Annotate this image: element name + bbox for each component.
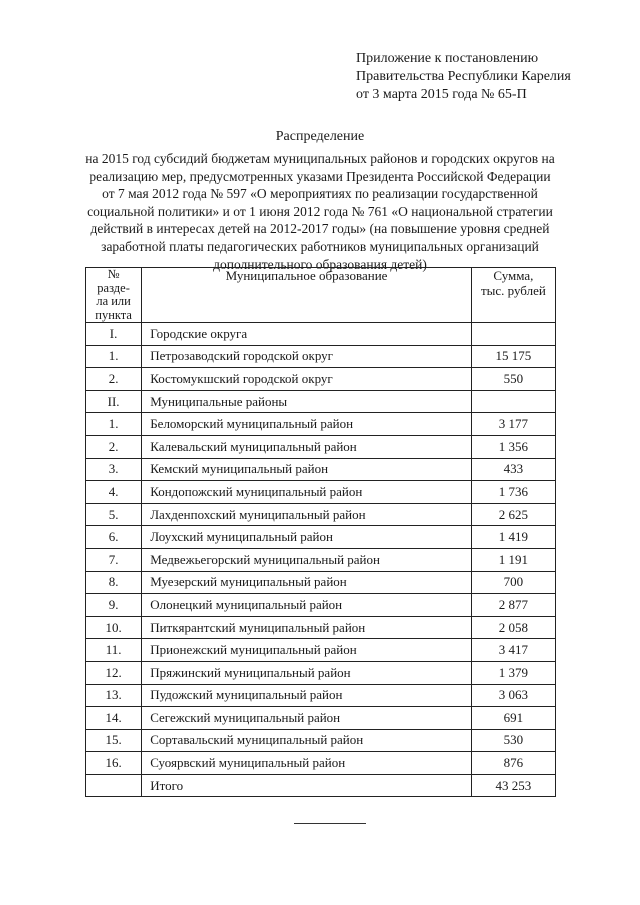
document-subtitle — [80, 150, 560, 273]
subtitle-line: социальной политики» и от 1 июня 2012 года № 761 «О национальной стратегии — [87, 203, 553, 219]
table-row — [86, 323, 556, 346]
row-municipality: Пряжинский муниципальный район — [142, 661, 472, 684]
row-sum — [471, 323, 555, 346]
table-row — [86, 345, 556, 368]
header-municipality: Муниципальное образование — [142, 268, 472, 323]
row-number: 11. — [86, 639, 142, 662]
subtitle-line: действий в интересах детей на 2012-2017 годы» (на повышение уровня средней — [90, 221, 550, 237]
row-sum: 433 — [471, 458, 555, 481]
row-sum: 700 — [471, 571, 555, 594]
table-row — [86, 707, 556, 730]
row-municipality: Питкярантский муниципальный район — [142, 616, 472, 639]
row-sum: 1 736 — [471, 481, 555, 504]
header-sum-line: тыс. рублей — [480, 283, 546, 298]
row-number: 7. — [86, 548, 142, 571]
row-municipality: Кондопожский муниципальный район — [142, 481, 472, 504]
table-row — [86, 729, 556, 752]
row-sum: 3 417 — [471, 639, 555, 662]
header-sum-line: Сумма, — [493, 268, 534, 283]
row-number: 4. — [86, 481, 142, 504]
header-number-line: № — [107, 267, 120, 281]
row-number: 13. — [86, 684, 142, 707]
row-municipality: Прионежский муниципальный район — [142, 639, 472, 662]
header-number — [86, 268, 142, 323]
row-sum: 550 — [471, 368, 555, 391]
row-sum: 2 058 — [471, 616, 555, 639]
row-municipality: Пудожский муниципальный район — [142, 684, 472, 707]
row-number: 2. — [86, 435, 142, 458]
subtitle-line: от 7 мая 2012 года № 597 «О мероприятиях по реализации государственной — [102, 186, 538, 202]
row-number: 14. — [86, 707, 142, 730]
table-row — [86, 571, 556, 594]
row-municipality: Кемский муниципальный район — [142, 458, 472, 481]
end-divider — [294, 823, 366, 824]
row-number: 2. — [86, 368, 142, 391]
table-row — [86, 774, 556, 797]
row-municipality: Муниципальные районы — [142, 390, 472, 413]
row-municipality: Медвежьегорский муниципальный район — [142, 548, 472, 571]
table-body — [86, 323, 556, 797]
header-number-line: разде- — [97, 280, 130, 295]
row-municipality: Сегежский муниципальный район — [142, 707, 472, 730]
subtitle-line: реализацию мер, предусмотренных указами Президента Российской Федерации — [89, 168, 551, 184]
subtitle-line: дополнительного образования детей) — [213, 256, 427, 272]
row-sum: 876 — [471, 752, 555, 775]
table-row — [86, 684, 556, 707]
row-number: II. — [86, 390, 142, 413]
row-municipality: Суоярвский муниципальный район — [142, 752, 472, 775]
row-sum: 530 — [471, 729, 555, 752]
row-number: 16. — [86, 752, 142, 775]
row-sum: 2 625 — [471, 503, 555, 526]
table-row — [86, 639, 556, 662]
subtitle-line: на 2015 год субсидий бюджетам муниципальных районов и городских округов на — [85, 151, 555, 166]
table-row — [86, 413, 556, 436]
row-municipality: Итого — [142, 774, 472, 797]
row-sum: 1 419 — [471, 526, 555, 549]
row-number — [86, 774, 142, 797]
row-number: 8. — [86, 571, 142, 594]
table-row — [86, 458, 556, 481]
row-number: I. — [86, 323, 142, 346]
row-municipality: Петрозаводский городской округ — [142, 345, 472, 368]
row-number: 9. — [86, 594, 142, 617]
distribution-table — [85, 267, 556, 797]
row-number: 3. — [86, 458, 142, 481]
header-sum — [471, 268, 555, 323]
row-sum: 3 063 — [471, 684, 555, 707]
row-sum: 1 191 — [471, 548, 555, 571]
row-municipality: Лоухский муниципальный район — [142, 526, 472, 549]
header-number-line: ла или — [96, 294, 131, 308]
table-row — [86, 616, 556, 639]
table-row — [86, 752, 556, 775]
table-row — [86, 661, 556, 684]
row-number: 5. — [86, 503, 142, 526]
row-municipality: Калевальский муниципальный район — [142, 435, 472, 458]
row-number: 10. — [86, 616, 142, 639]
row-number: 6. — [86, 526, 142, 549]
row-sum: 3 177 — [471, 413, 555, 436]
row-municipality: Сортавальский муниципальный район — [142, 729, 472, 752]
table-row — [86, 390, 556, 413]
table-row — [86, 368, 556, 391]
table-row — [86, 526, 556, 549]
table-row — [86, 594, 556, 617]
row-sum — [471, 390, 555, 413]
row-number: 1. — [86, 413, 142, 436]
document-title: Распределение — [275, 129, 365, 144]
table-row — [86, 503, 556, 526]
row-municipality: Муезерский муниципальный район — [142, 571, 472, 594]
row-sum: 691 — [471, 707, 555, 730]
row-sum: 2 877 — [471, 594, 555, 617]
appendix-line: Правительства Республики Карелия — [356, 69, 571, 84]
row-municipality: Олонецкий муниципальный район — [142, 594, 472, 617]
table-row — [86, 548, 556, 571]
header-number-line: пункта — [95, 307, 132, 322]
subtitle-line: заработной платы педагогических работников муниципальных организаций — [101, 238, 539, 254]
appendix-line: Приложение к постановлению — [356, 51, 539, 66]
row-sum: 43 253 — [471, 774, 555, 797]
appendix-note — [356, 50, 626, 104]
row-sum: 1 356 — [471, 435, 555, 458]
row-number: 1. — [86, 345, 142, 368]
table-header-row — [86, 268, 556, 323]
row-municipality: Костомукшский городской округ — [142, 368, 472, 391]
row-municipality: Беломорский муниципальный район — [142, 413, 472, 436]
row-sum: 1 379 — [471, 661, 555, 684]
row-municipality: Городские округа — [142, 323, 472, 346]
row-municipality: Лахденпохский муниципальный район — [142, 503, 472, 526]
table-row — [86, 481, 556, 504]
row-number: 12. — [86, 661, 142, 684]
table-row — [86, 435, 556, 458]
appendix-line: от 3 марта 2015 года № 65-П — [356, 87, 527, 102]
row-number: 15. — [86, 729, 142, 752]
row-sum: 15 175 — [471, 345, 555, 368]
